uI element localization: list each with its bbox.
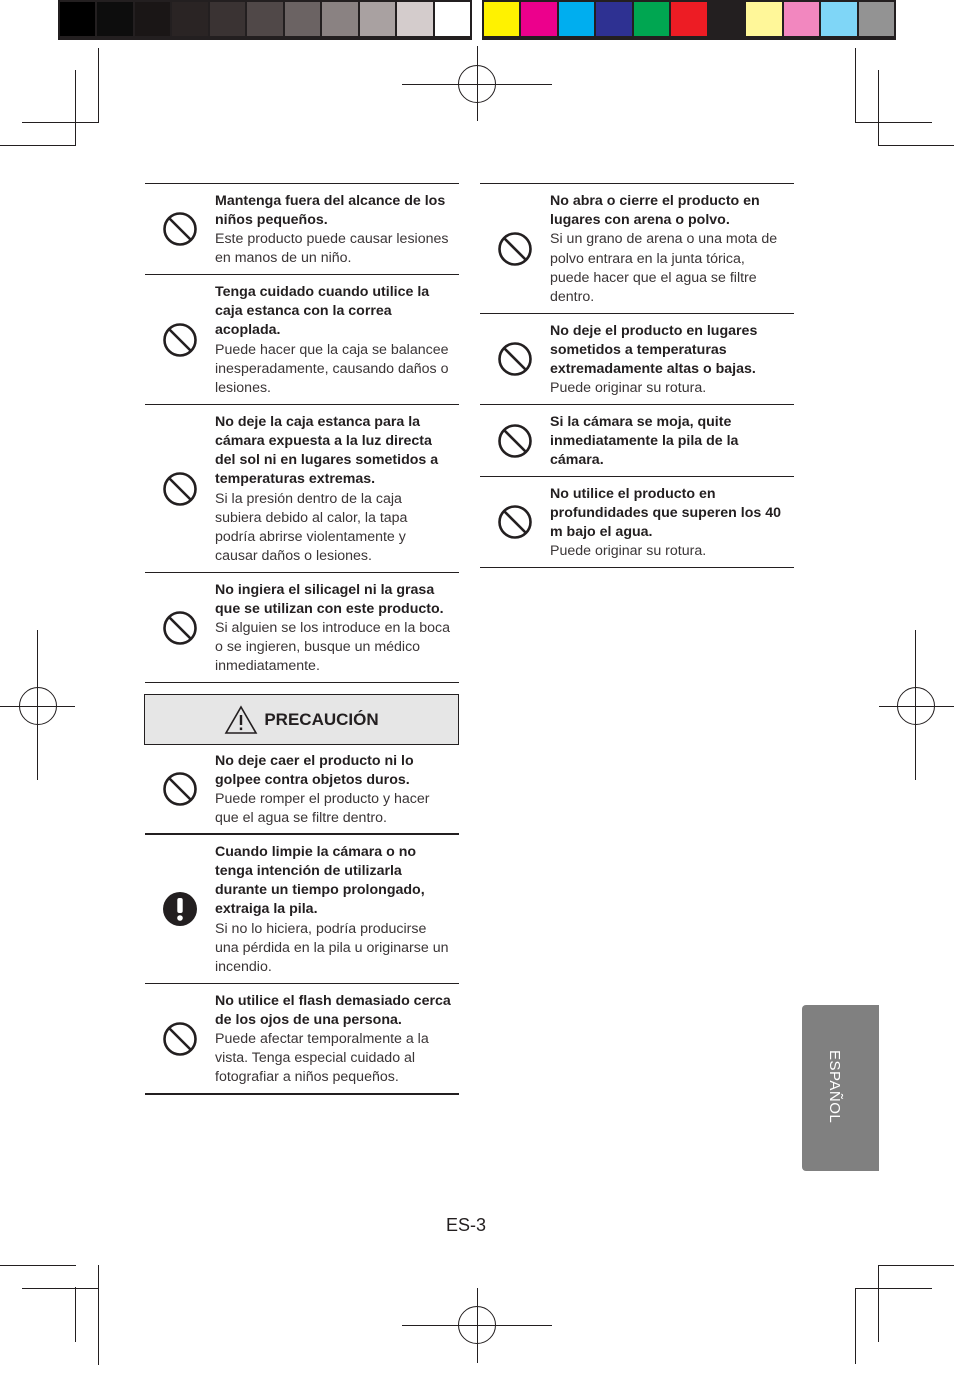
prohibition-icon <box>145 471 215 507</box>
item-text: Si no lo hiciera, podría producirse una pérdida en la pila u originarse un incendio. <box>215 920 449 976</box>
process-color-swatch <box>634 2 669 36</box>
process-color-swatch <box>821 2 856 36</box>
list-item <box>145 183 459 275</box>
list-item <box>145 984 459 1095</box>
process-color-swatch <box>746 2 781 36</box>
item-title: No ingiera el silicagel ni la grasa que se utilizan con este producto. <box>215 581 444 617</box>
grayscale-swatch <box>135 2 170 36</box>
list-item <box>480 405 794 477</box>
item-text: Si un grano de arena o una mota de polvo entrara en la junta tórica, puede hacer que el agua se filtre dentro. <box>550 231 778 305</box>
list-item <box>145 405 459 573</box>
item-text: Puede originar su rotura. <box>550 380 707 397</box>
process-color-bar <box>482 0 896 40</box>
item-title: No deje el producto en lugares sometidos a temperaturas extremadamente altas o bajas. <box>550 322 758 377</box>
warning-triangle-icon <box>224 705 258 735</box>
prohibition-icon <box>480 341 550 377</box>
process-color-swatch <box>671 2 706 36</box>
item-title: No deje la caja estanca para la cámara expuesta a la luz directa del sol ni en lugares sometidos a temperaturas extremas. <box>215 413 439 488</box>
grayscale-swatch <box>60 2 95 36</box>
prohibition-icon <box>145 211 215 247</box>
item-title: Mantenga fuera del alcance de los niños pequeños. <box>215 192 446 228</box>
grayscale-swatch <box>285 2 320 36</box>
list-item <box>145 835 459 984</box>
item-title: No deje caer el producto ni lo golpee contra objetos duros. <box>215 752 414 788</box>
item-text: Este producto puede causar lesiones en manos de un niño. <box>215 231 449 267</box>
grayscale-swatch <box>322 2 357 36</box>
left-warning-list <box>145 183 459 683</box>
list-item <box>480 314 794 405</box>
item-title: Tenga cuidado cuando utilice la caja estanca con la correa acoplada. <box>215 283 430 339</box>
language-tab-label: ESPAÑOL <box>826 1050 843 1124</box>
item-text: Puede romper el producto y hacer que el agua se filtre dentro. <box>215 791 430 827</box>
list-item <box>480 183 794 314</box>
precaution-header <box>144 694 459 745</box>
precaution-title: PRECAUCIÓN <box>264 709 379 729</box>
grayscale-swatch <box>397 2 432 36</box>
grayscale-swatch <box>247 2 282 36</box>
list-item <box>480 477 794 568</box>
process-color-swatch <box>559 2 594 36</box>
right-warning-list <box>480 183 794 568</box>
page-number: ES-3 <box>446 1215 487 1235</box>
item-text: Puede originar su rotura. <box>550 543 707 560</box>
item-title: Cuando limpie la cámara o no tenga intención de utilizarla durante un tiempo prolongado, extraiga la pila. <box>215 843 425 918</box>
grayscale-swatch <box>210 2 245 36</box>
process-color-swatch <box>784 2 819 36</box>
process-color-swatch <box>521 2 556 36</box>
prohibition-icon <box>145 1021 215 1057</box>
list-item <box>145 275 459 405</box>
item-title: No utilice el producto en profundidades que superen los 40 m bajo el agua. <box>550 485 781 540</box>
process-color-swatch <box>596 2 631 36</box>
item-text: Si alguien se los introduce en la boca o se ingieren, busque un médico inmediatamente. <box>215 619 451 675</box>
grayscale-swatch <box>435 2 470 36</box>
item-text: Puede hacer que la caja se balancee inesperadamente, causando daños o lesiones. <box>215 341 449 396</box>
item-text: Si la presión dentro de la caja subiera debido al calor, la tapa podría abrirse violentamente y causar daños o lesiones. <box>215 490 408 565</box>
precaution-list <box>145 745 459 1095</box>
item-text: Puede afectar temporalmente a la vista. Tenga especial cuidado al fotografiar a niños pequeños. <box>215 1030 429 1086</box>
prohibition-icon <box>480 423 550 459</box>
item-title: Si la cámara se moja, quite inmediatamente la pila de la cámara. <box>550 413 739 469</box>
grayscale-swatch <box>360 2 395 36</box>
grayscale-swatch <box>172 2 207 36</box>
prohibition-icon <box>145 322 215 358</box>
prohibition-icon <box>480 231 550 267</box>
grayscale-color-bar <box>58 0 472 40</box>
prohibition-icon <box>145 771 215 807</box>
prohibition-icon <box>145 610 215 646</box>
prohibition-icon <box>480 504 550 540</box>
list-item <box>145 573 459 683</box>
process-color-swatch <box>859 2 894 36</box>
mandatory-exclamation-icon <box>145 891 215 927</box>
process-color-swatch <box>484 2 519 36</box>
grayscale-swatch <box>97 2 132 36</box>
item-title: No abra o cierre el producto en lugares con arena o polvo. <box>550 192 760 229</box>
item-title: No utilice el flash demasiado cerca de los ojos de una persona. <box>215 992 451 1028</box>
list-item <box>145 745 459 835</box>
process-color-swatch <box>709 2 744 36</box>
